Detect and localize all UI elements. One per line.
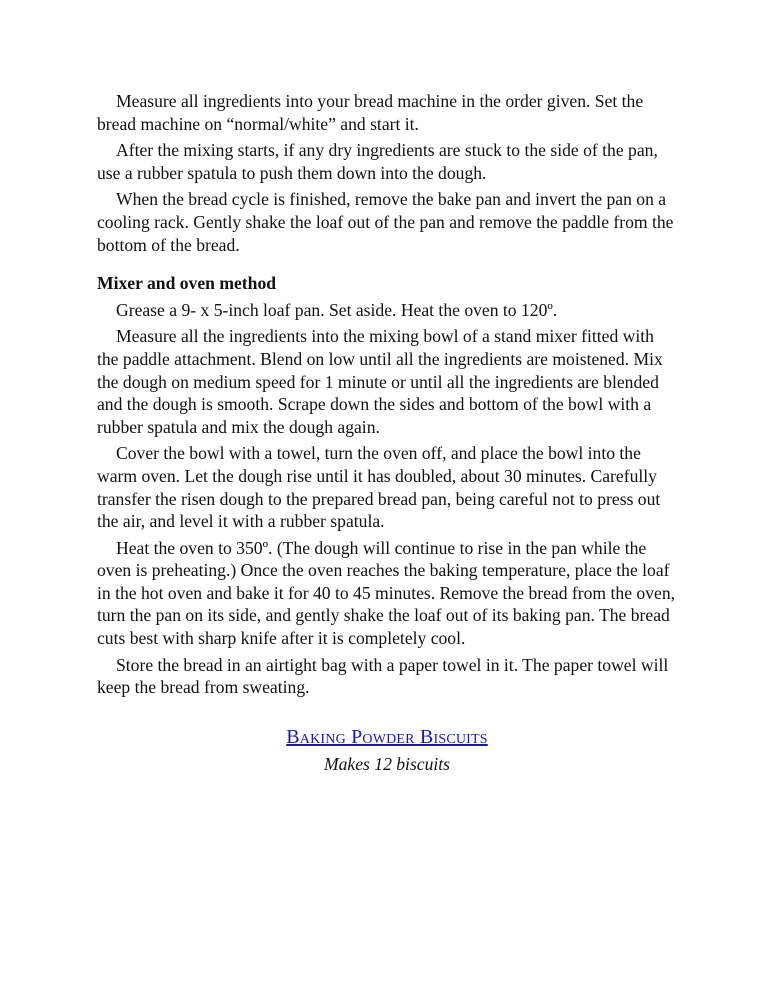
document-page: [97, 90, 677, 775]
instruction-paragraph: Measure all the ingredients into the mixing bowl of a stand mixer fitted with the paddle attachment. Blend on low until all the ingredients are moistened. Mix the dough on medium speed for 1 minute or until all the ingredients are blended and the dough is smooth. Scrape down the sides and bottom of the bowl with a rubber spatula and mix the dough again.: [97, 326, 663, 437]
instruction-paragraph: Measure all ingredients into your bread machine in the order given. Set the bread machine on “normal/white” and start it.: [97, 91, 644, 134]
instruction-paragraph: When the bread cycle is finished, remove the bake pan and invert the pan on a cooling rack. Gently shake the loaf out of the pan and remove the paddle from the bottom of the bread.: [97, 189, 674, 255]
recipe-title: [97, 725, 677, 749]
instruction-paragraph: Store the bread in an airtight bag with a paper towel in it. The paper towel will keep the bread from sweating.: [97, 654, 669, 698]
recipe-yield: Makes 12 biscuits: [323, 753, 451, 774]
section-heading: Mixer and oven method: [97, 273, 277, 294]
instruction-paragraph: After the mixing starts, if any dry ingredients are stuck to the side of the pan, use a rubber spatula to push them down into the dough.: [97, 140, 658, 183]
instruction-paragraph: Heat the oven to 350º. (The dough will continue to rise in the pan while the oven is preheating.) Once the oven reaches the baking temperature, place the loaf in the hot oven and bake it for 40 to 45 minutes. Remove the bread from the oven, turn the pan on its side, and gently shake the loaf out of its baking pan. The bread cuts best with sharp knife after it is completely cool.: [97, 537, 676, 649]
instruction-paragraph: Cover the bowl with a towel, turn the oven off, and place the bowl into the warm oven. Let the dough rise until it has doubled, about 30 minutes. Carefully transfer the risen dough to the prepared bread pan, being careful not to press out the air, and level it with a rubber spatula.: [97, 443, 661, 532]
instruction-paragraph: Grease a 9- x 5-inch loaf pan. Set aside. Heat the oven to 120º.: [116, 299, 558, 320]
recipe-title-link[interactable]: Baking Powder Biscuits: [286, 725, 488, 748]
